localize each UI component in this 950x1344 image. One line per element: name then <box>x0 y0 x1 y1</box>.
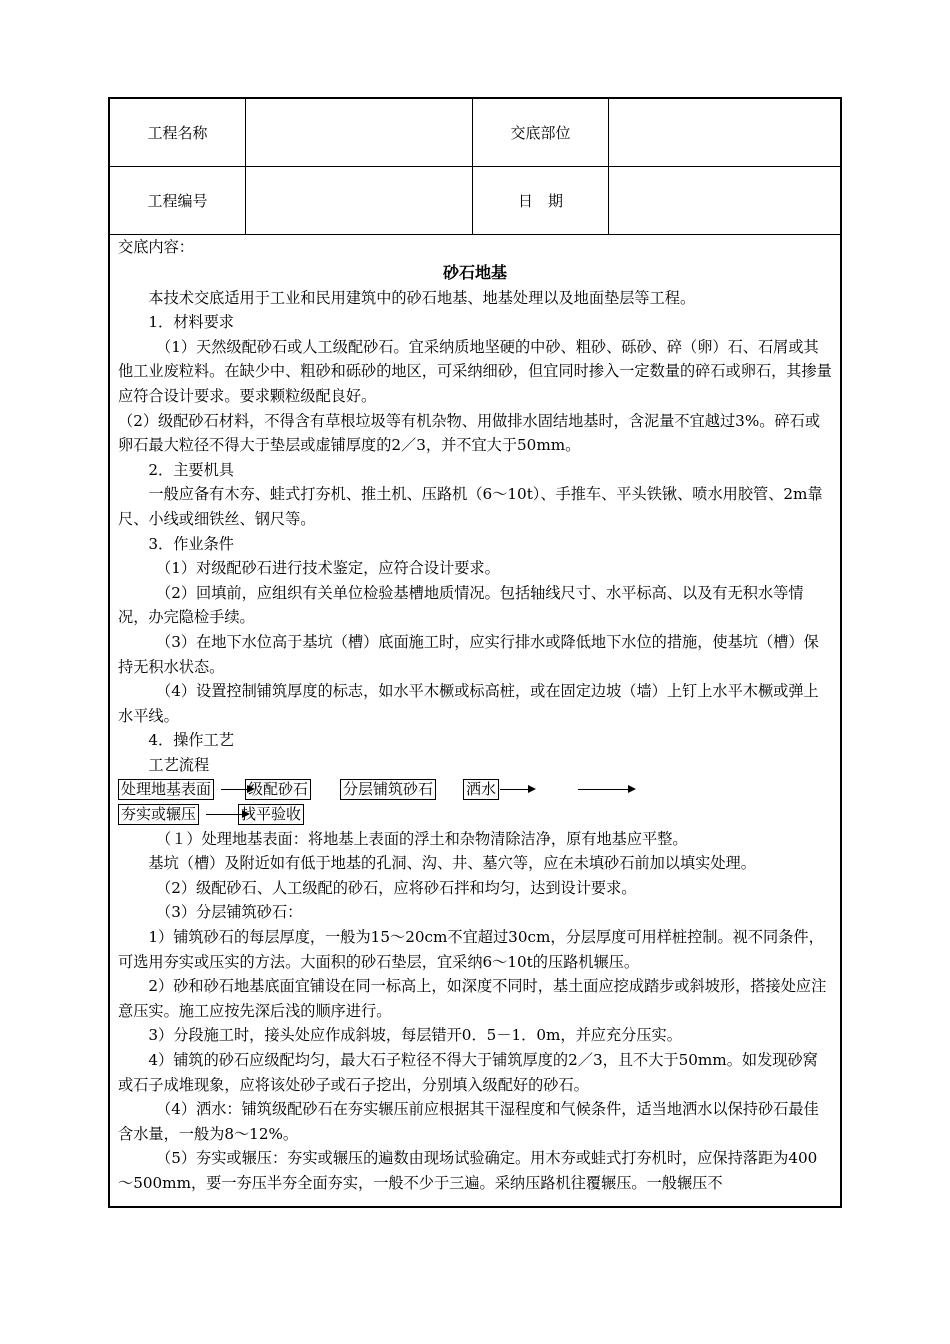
flow-row-2 <box>118 802 832 827</box>
section-1-paragraph-1: （1）天然级配砂石或人工级配砂石。宜采纳质地坚硬的中砂、粗砂、砾砂、碎（卵）石、石屑或其他工业废粒料。在缺少中、粗砂和砾砂的地区，可采纳细砂，但宜同时掺入一定数量的碎石或卵石，其掺量应符合设计要求。要求颗粒级配良好。 <box>118 337 832 405</box>
section-2-title: 2．主要机具 <box>148 460 234 479</box>
project-name-label: 工程名称 <box>110 99 246 166</box>
date-label: 日 期 <box>473 166 609 234</box>
section-1-title: 1．材料要求 <box>148 313 234 332</box>
disclosure-form <box>108 97 842 1208</box>
step-paragraph-7: 3）分段施工时，接头处应作成斜坡，每层错开0．5－1．0m，并应充分压实。 <box>148 1026 682 1045</box>
section-3-paragraph-1: （1）对级配砂石进行技术鉴定，应符合设计要求。 <box>156 559 500 578</box>
section-3-paragraph-2: （2）回填前，应组织有关单位检验基槽地质情况。包括轴线尺寸、水平标高、以及有无积水等情况，办完隐检手续。 <box>118 583 804 627</box>
section-2-paragraph-1: 一般应备有木夯、蛙式打夯机、推土机、压路机（6～10t）、手推车、平头铁锹、喷水用胶管、2m靠尺、小线或细铁丝、钢尺等。 <box>118 485 823 528</box>
section-4-title: 4．操作工艺 <box>148 731 234 750</box>
step-paragraph-1: （１）处理地基表面：将地基上表面的浮土和杂物清除洁净，原有地基应平整。 <box>156 829 688 848</box>
flow-step-2: 级配砂石 <box>245 779 311 800</box>
disclosure-part-label: 交底部位 <box>473 99 609 166</box>
header-row-1 <box>110 99 840 167</box>
step-paragraph-3: （2）级配砂石、人工级配的砂石，应将砂石拌和均匀，达到设计要求。 <box>156 878 637 897</box>
step-paragraph-6: 2）砂和砂石地基底面宜铺设在同一标高上，如深度不同时，基土面应挖成踏步或斜坡形，搭接处应注意压实。施工应按先深后浅的顺序进行。 <box>118 977 827 1020</box>
flow-step-6: 找平验收 <box>238 804 304 825</box>
content-body <box>110 235 840 1196</box>
disclosure-part-value[interactable] <box>609 99 840 166</box>
flow-step-4: 洒水 <box>463 779 499 800</box>
step-paragraph-5: 1）铺筑砂石的每层厚度，一般为15～20cm不宜超过30cm，分层厚度可用样桩控制。视不同条件，可选用夯实或压实的方法。大面积的砂石垫层，宜采纳6～10t的压路机辗压。 <box>118 928 824 971</box>
step-paragraph-2: 基坑（槽）及附近如有低于地基的孔洞、沟、井、墓穴等，应在未填砂石前加以填实处理。 <box>148 854 756 873</box>
section-3-title: 3．作业条件 <box>148 534 234 553</box>
flow-arrow-2 <box>500 789 534 790</box>
flow-step-1: 处理地基表面 <box>118 779 214 800</box>
content-label: 交底内容： <box>118 238 194 256</box>
section-1-paragraph-2: （2）级配砂石材料，不得含有草根垃圾等有机杂物、用做排水固结地基时，含泥量不宜越过3%。碎石或卵石最大粒径不得大于垫层或虚铺厚度的2／3，并不宜大于50mm。 <box>118 411 821 455</box>
section-3-paragraph-4: （4）设置控制铺筑厚度的标志，如水平木橛或标高桩，或在固定边坡（墙）上钉上水平木橛或弹上水平线。 <box>118 682 819 725</box>
flow-title: 工艺流程 <box>148 755 210 774</box>
step-paragraph-4: （3）分层铺筑砂石： <box>156 903 303 922</box>
content-title: 砂石地基 <box>442 262 507 282</box>
flow-row-1 <box>118 777 832 802</box>
project-no-value[interactable] <box>246 166 473 234</box>
project-name-value[interactable] <box>246 99 473 166</box>
section-3-paragraph-3: （3）在地下水位高于基坑（槽）底面施工时，应实行排水或降低地下水位的措施，使基坑（槽）保持无积水状态。 <box>118 632 819 676</box>
header-row-2 <box>110 166 840 235</box>
step-paragraph-10: （5）夯实或辗压：夯实或辗压的遍数由现场试验确定。用木夯或蛙式打夯机时，应保持落距为400～500mm，要一夯压半夯全面夯实，一般不少于三遍。采纳压路机往覆辗压。一般辗压不 <box>118 1149 818 1192</box>
project-no-label: 工程编号 <box>110 166 246 234</box>
step-paragraph-8: 4）铺筑的砂石应级配均匀，最大石子粒径不得大于铺筑厚度的2／3，且不大于50mm。如发现砂窝或石子成堆现象，应将该处砂子或石子挖出，分别填入级配好的砂石。 <box>118 1051 818 1094</box>
intro-paragraph: 本技术交底适用于工业和民用建筑中的砂石地基、地基处理以及地面垫层等工程。 <box>148 288 696 307</box>
date-value[interactable] <box>609 166 840 234</box>
flow-step-3: 分层铺筑砂石 <box>340 779 436 800</box>
flow-arrow-3 <box>578 789 634 790</box>
flow-step-5: 夯实或辗压 <box>118 804 199 825</box>
step-paragraph-9: （4）洒水：铺筑级配砂石在夯实辗压前应根据其干湿程度和气候条件，适当地洒水以保持砂石最佳含水量，一般为8～12%。 <box>118 1100 819 1143</box>
